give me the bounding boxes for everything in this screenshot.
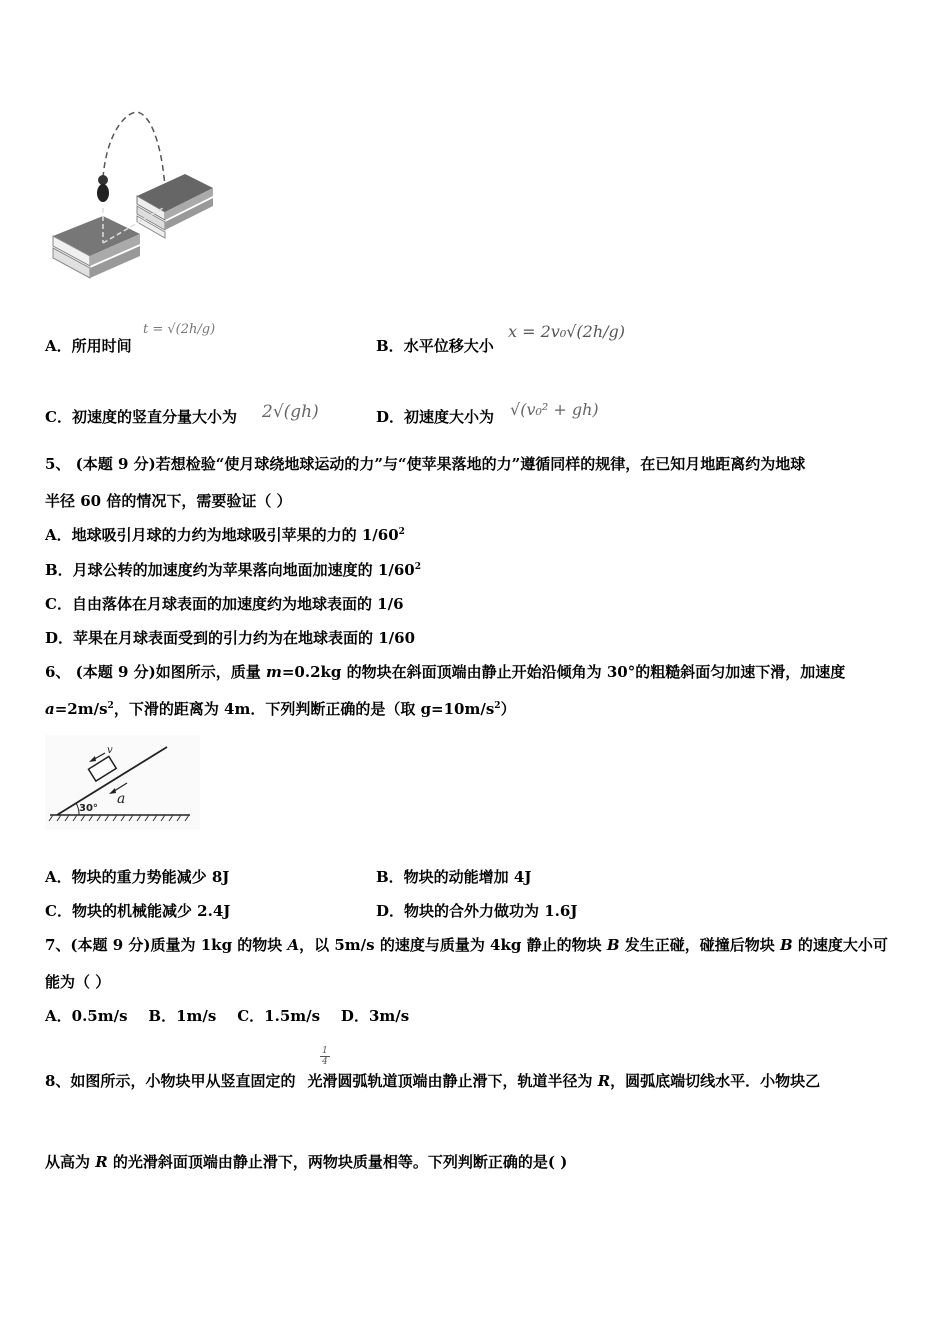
- q8-stem-line2: 从高为 R 的光滑斜面顶端由静止滑下，两物块质量相等。下列判断正确的是( ): [45, 1153, 568, 1171]
- q6-option-c: C．物块的机械能减少 2.4J: [45, 902, 231, 920]
- q6-option-b: B．物块的动能增加 4J: [376, 868, 532, 886]
- q4-option-b-formula: x = 2v₀√(2h/g): [508, 322, 626, 341]
- q6-stem-line1: 6、 (本题 9 分)如图所示，质量 m=0.2kg 的物块在斜面顶端由静止开始沿倾角为 30°的粗糙斜面匀加速下滑，加速度: [45, 663, 846, 681]
- projectile-books-figure: [45, 108, 220, 288]
- q5-option-b: B．月球公转的加速度约为苹果落向地面加速度的 $1/60^2$: [45, 561, 421, 579]
- label-v: v: [107, 745, 113, 756]
- q4-option-b: B．水平位移大小: [376, 337, 494, 355]
- q6-option-d: D．物块的合外力做功为 1.6J: [376, 902, 578, 920]
- q7-stem-line2: 能为（ ）: [45, 973, 111, 991]
- q8-quarter-fraction: $\frac{1}{4}$: [322, 1046, 328, 1067]
- q5-stem-line1: 5、 (本题 9 分)若想检验“使月球绕地球运动的力”与“使苹果落地的力”遵循同样的规律，在已知月地距离约为地球: [45, 455, 806, 473]
- q7-options: A．0.5m/s B．1m/s C．1.5m/s D．3m/s: [45, 1007, 410, 1025]
- incline-figure: [45, 735, 200, 830]
- q4-option-a: A．所用时间: [45, 337, 132, 355]
- q7-stem-line1: 7、(本题 9 分)质量为 1kg 的物块 A，以 5m/s 的速度与质量为 4kg 静止的物块 B 发生正碰，碰撞后物块 B 的速度大小可: [45, 936, 888, 954]
- q4-option-d: D．初速度大小为: [376, 408, 495, 426]
- q5-option-c: C．自由落体在月球表面的加速度约为地球表面的 1/6: [45, 595, 404, 613]
- q5-option-d: D．苹果在月球表面受到的引力约为在地球表面的 1/60: [45, 629, 416, 647]
- label-30: 30°: [79, 803, 98, 814]
- q8-stem-line1: 8、如图所示，小物块甲从竖直固定的 光滑圆弧轨道顶端由静止滑下，轨道半径为 R，圆弧底端切线水平．小物块乙: [45, 1072, 821, 1090]
- q5-option-a: A．地球吸引月球的力约为地球吸引苹果的力的 $1/60^2$: [45, 526, 405, 544]
- q6-stem-line2: $a=2m/s^2$，下滑的距离为 4m．下列判断正确的是（取 $g=10m/s^2$）: [45, 700, 516, 718]
- q4-option-d-formula: √(v₀² + gh): [510, 400, 599, 419]
- label-a: a: [117, 791, 126, 807]
- q4-option-c: C．初速度的竖直分量大小为: [45, 408, 237, 426]
- q6-option-a: A．物块的重力势能减少 8J: [45, 868, 230, 886]
- q4-option-c-formula: 2√(gh): [262, 402, 319, 422]
- q4-option-a-formula: t = √(2h/g): [143, 322, 216, 337]
- q5-stem-line2: 半径 60 倍的情况下，需要验证（ ）: [45, 492, 292, 510]
